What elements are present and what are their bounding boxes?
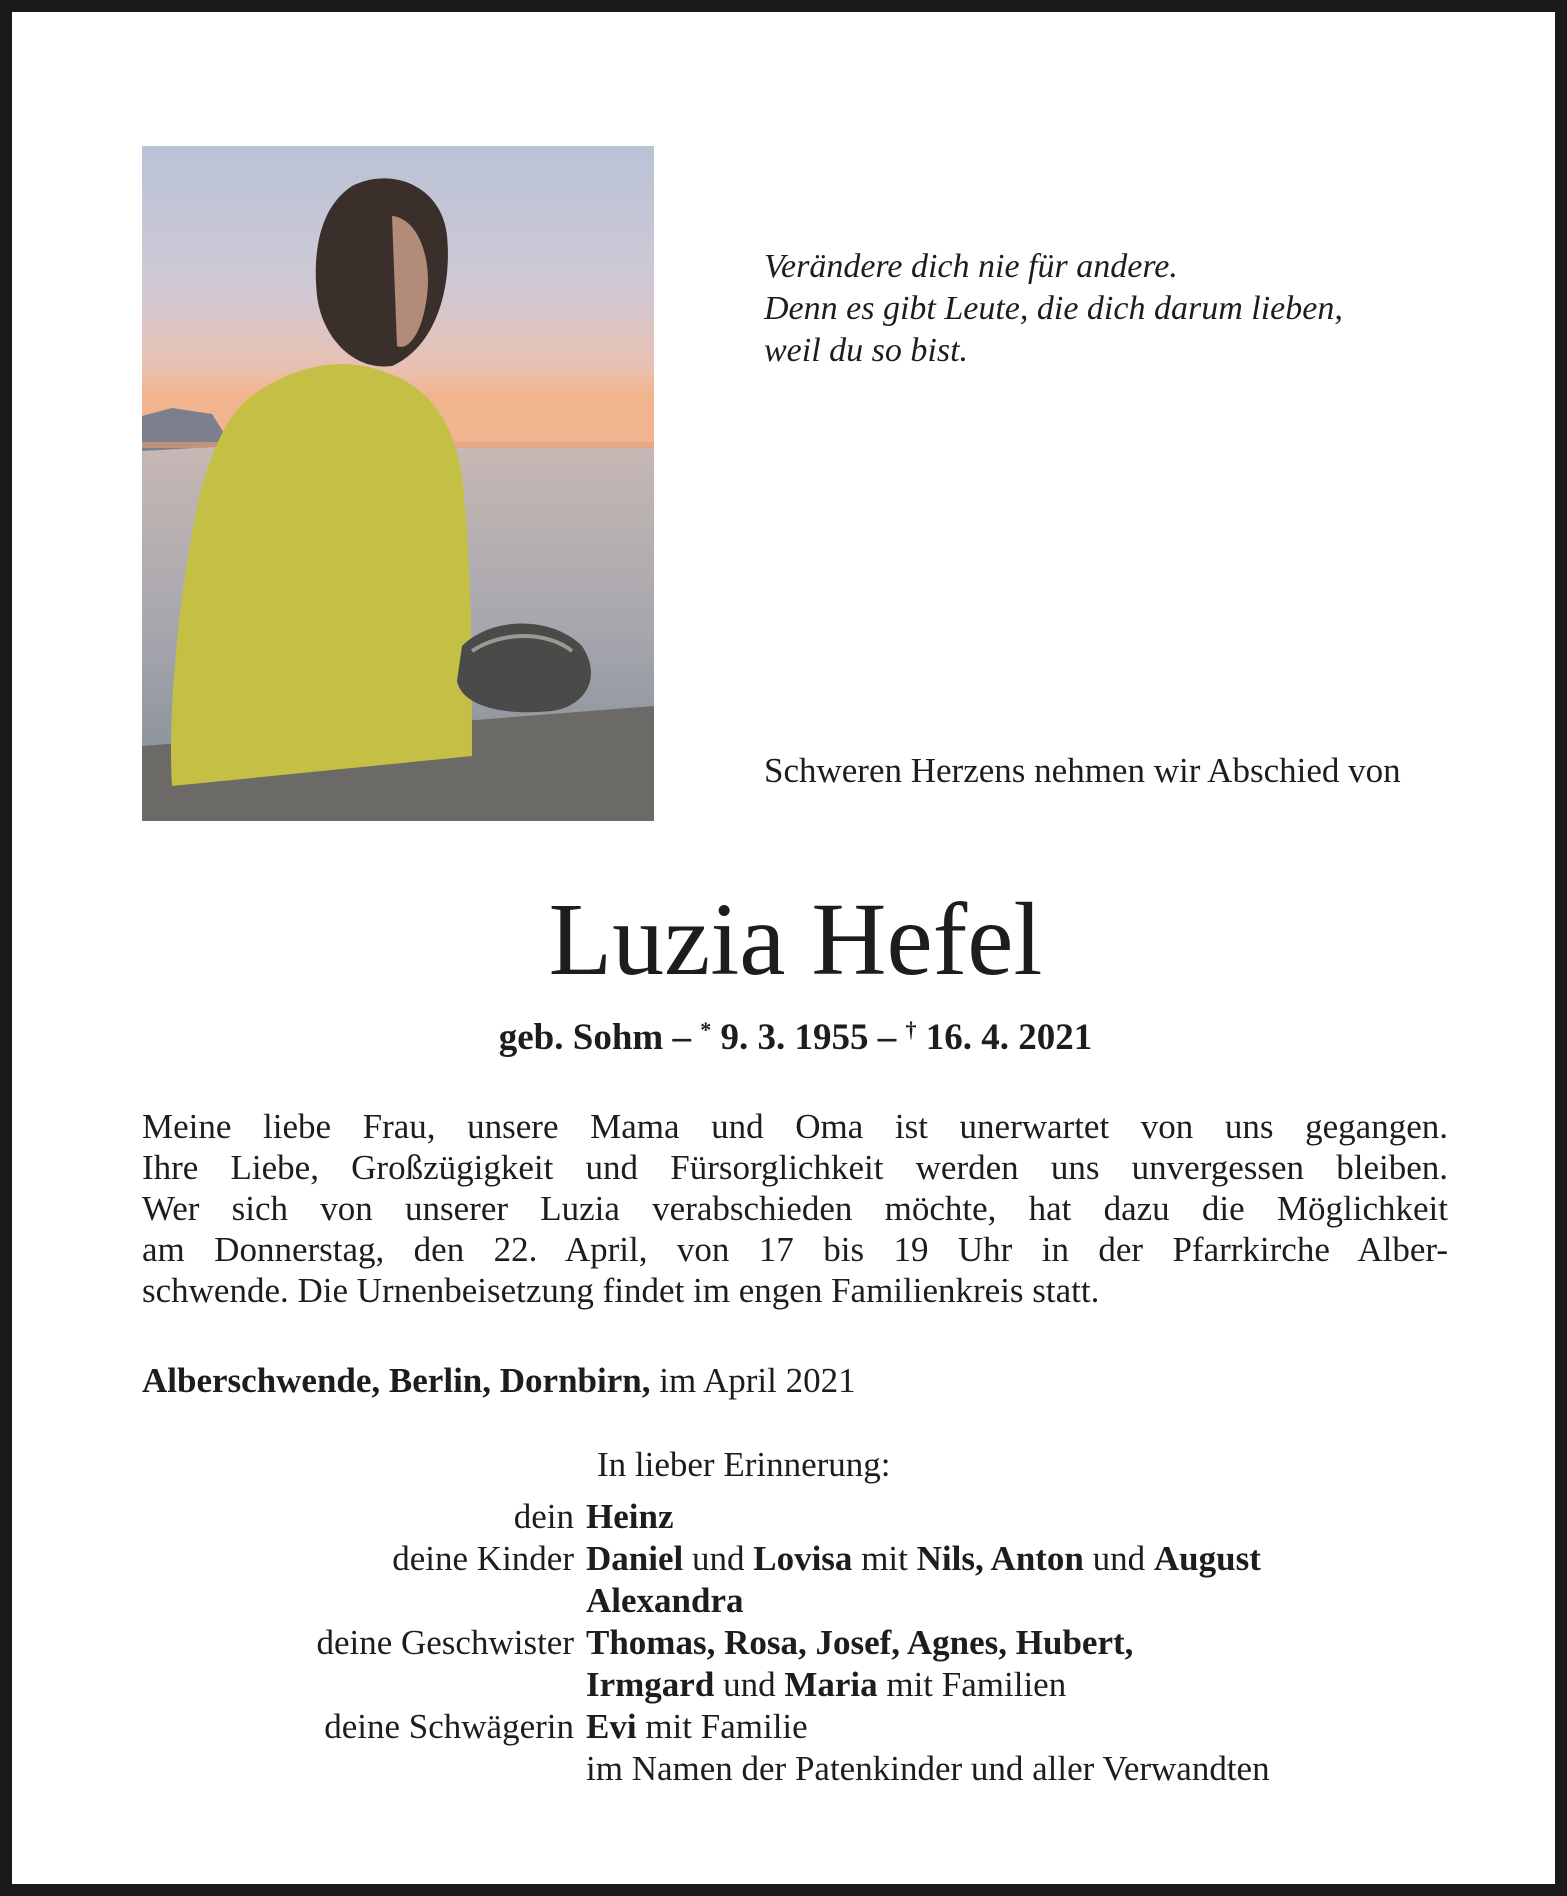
separator: – <box>877 1017 897 1058</box>
locations: Alberschwende, Berlin, Dornbirn, <box>142 1361 651 1400</box>
suffix-text: mit Familien <box>886 1665 1067 1704</box>
mourner-row-children-2 <box>142 1580 1462 1622</box>
mourner-name: August <box>1153 1539 1261 1578</box>
relation-label: dein <box>513 1497 574 1536</box>
death-date: 16. 4. 2021 <box>925 1017 1093 1058</box>
intro-text: Schweren Herzens nehmen wir Abschied von <box>764 751 1401 790</box>
mourner-row-spouse <box>142 1496 1462 1538</box>
mourner-name: Thomas, Rosa, Josef, Agnes, Hubert, <box>586 1623 1134 1662</box>
relation-label: deine Schwägerin <box>324 1707 574 1746</box>
suffix-text: mit Familie <box>645 1707 808 1746</box>
motto-line: weil du so bist. <box>764 332 969 369</box>
closing-text: im Namen der Patenkinder und aller Verwandten <box>586 1749 1270 1788</box>
body-line: am Donnerstag, den 22. April, von 17 bis 19 Uhr in der Pfarrkirche Alber- <box>142 1230 1448 1269</box>
body-line: Meine liebe Frau, unsere Mama und Oma ist unerwartet von uns gegangen. <box>142 1107 1448 1146</box>
mourner-row-closing <box>142 1748 1462 1790</box>
relation-label: deine Geschwister <box>316 1623 574 1662</box>
mourner-row-siblings <box>142 1622 1462 1664</box>
mourner-name: Irmgard <box>586 1665 715 1704</box>
mourner-name: Heinz <box>586 1497 674 1536</box>
relation-label: deine Kinder <box>392 1539 574 1578</box>
conjunction: und <box>1092 1539 1146 1578</box>
seaside-sunset-image <box>142 146 654 821</box>
body-line: Ihre Liebe, Großzügigkeit und Fürsorglichkeit werden uns unvergessen bleiben. <box>142 1148 1448 1187</box>
death-symbol: † <box>905 1017 917 1042</box>
obituary-body <box>142 1106 1448 1311</box>
mourner-name: Lovisa <box>753 1539 853 1578</box>
mourner-name: Nils, Anton <box>916 1539 1084 1578</box>
memory-heading: In lieber Erinnerung: <box>597 1445 891 1484</box>
conjunction: und <box>691 1539 745 1578</box>
motto-line: Denn es gibt Leute, die dich darum lieben, <box>764 290 1343 327</box>
mourner-name: Maria <box>784 1665 878 1704</box>
portrait-photo <box>142 146 654 821</box>
date-text: im April 2021 <box>659 1361 856 1400</box>
life-dates <box>12 1008 1567 1060</box>
mourners-list <box>142 1496 1462 1790</box>
conjunction: und <box>723 1665 776 1704</box>
birth-name: geb. Sohm <box>498 1017 664 1058</box>
mourner-row-siblings-2 <box>142 1664 1462 1706</box>
birth-symbol: * <box>700 1017 712 1042</box>
place-and-date <box>142 1360 856 1402</box>
body-line: Wer sich von unserer Luzia verabschieden möchte, hat dazu die Möglichkeit <box>142 1189 1448 1228</box>
birth-date: 9. 3. 1955 <box>720 1017 869 1058</box>
motto-line: Verändere dich nie für andere. <box>764 248 1178 285</box>
deceased-name: Luzia Hefel <box>548 882 1043 997</box>
conjunction: mit <box>861 1539 908 1578</box>
body-line: schwende. Die Urnenbeisetzung findet im engen Familienkreis statt. <box>142 1271 1100 1310</box>
mourner-name: Daniel <box>586 1539 684 1578</box>
mourner-row-sister-in-law <box>142 1706 1462 1748</box>
mourner-row-children <box>142 1538 1462 1580</box>
motto-quote <box>764 246 1464 372</box>
mourner-name: Evi <box>586 1707 637 1746</box>
mourner-name: Alexandra <box>586 1581 744 1620</box>
separator: – <box>672 1017 691 1058</box>
